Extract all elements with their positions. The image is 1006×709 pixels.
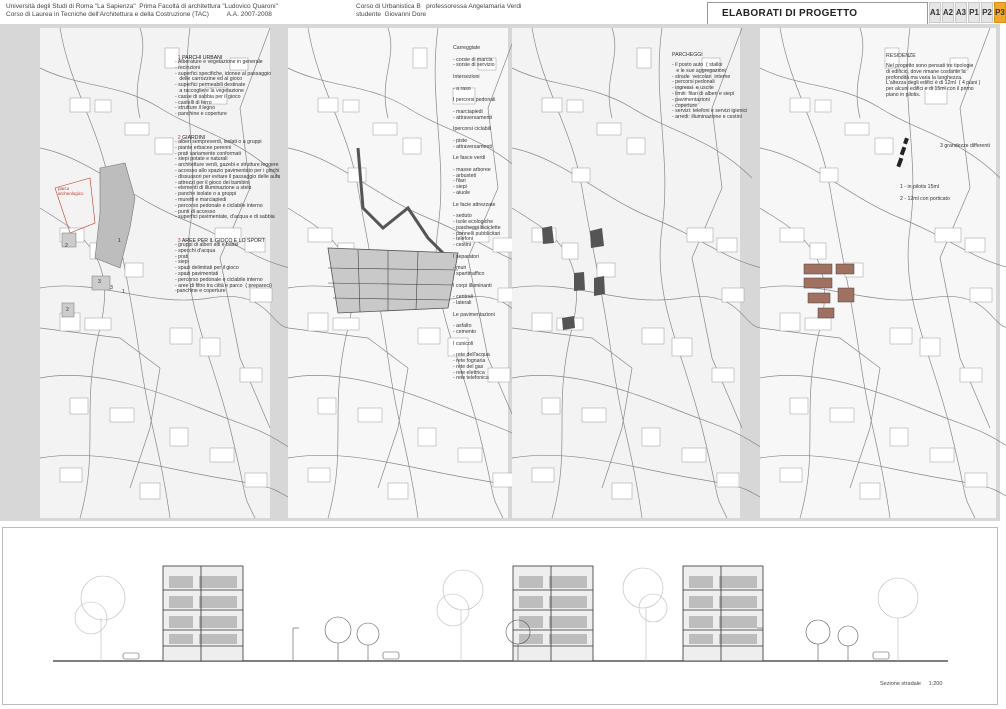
height-type-2: 2 - 12ml con porticato (900, 196, 950, 202)
panel-streets (288, 28, 508, 518)
map-mark: 2 (65, 243, 68, 249)
tab-p2[interactable]: P2 (981, 2, 993, 23)
building-elevation (163, 566, 243, 661)
section-caption (880, 681, 942, 687)
map-mark: 3 (110, 285, 113, 291)
section-scale: 1:200 (928, 681, 943, 687)
professor-line: Corso di Urbanistica B professoressa Angelamaria Verdi (356, 3, 522, 10)
section-title: AREE PER IL GIOCO E LO SPORT (181, 237, 265, 244)
header (0, 0, 1005, 24)
sizes-legend: 3 grandezze differenti (940, 143, 990, 149)
residences-description: Nel progetto sono pensati tre tipologie di edificio, dove rimane costante la profondità ma varia la lunghezza. L'altezza degli edifici è di 12ml ( 4 piani ) per alcuni edifici e di 15ml con il primo piano in pilotis. (886, 63, 981, 98)
parking-list: - il posto auto ( stalloi e le sue aggregazioni - strade veicolari interne - percorsi pedonali - ingressi e uscite - limiti: filari di alberi e siepi - pavimentazioni - coperture - servizi: telefoni e servizi igienici - arredi: illuminazione e cestini (672, 62, 748, 121)
map-mark: 2 (66, 307, 69, 313)
map-mark: 1 (122, 289, 125, 295)
tab-a3[interactable]: A3 (955, 2, 967, 23)
course-line: Corso di Laurea in Tecniche dell'Architettura e della Costruzione (TAC) A.A. 2007-2008 (6, 11, 272, 18)
panel-residences (760, 28, 996, 518)
panel-parks (40, 28, 281, 518)
sport-list: - gruppi di alberi alti e bassi - specchi d'acqua - prati - siepi - spazi delimitati per il gioco - spazi pavimentati - percorso pedonale e ciclabile interno - aree di filtro tra città e parco ( prepareci) -panchine e coperture (175, 242, 272, 295)
section-number: 2 (177, 134, 181, 141)
parks-list: - Alberature e vegetazione in generale - recinzioni - superfici specifiche, idonee al passaggio delle carrozzine ed al gioco - superfici permeabili destinate a raccogliere la vegetazione - casse di sabbia per il gioco - castelli di ferro - strutture il legno - panchine e coperture (175, 59, 272, 118)
map-mark: 3 (98, 279, 101, 285)
map-mark: 1 (118, 238, 121, 244)
tab-p3[interactable]: P3 (994, 2, 1006, 23)
section-title: PARCHI URBANI (182, 54, 223, 61)
section-label: Sezione stradale (880, 681, 921, 687)
section-title: GIARDINI (182, 134, 206, 141)
street-section-drawing (3, 528, 997, 704)
streets-legend: Carreggiate - corsie di marcia - sorsie di servizio Intersezioni - a raso I percorsi pedonali - marciapiedi - attraversamenti Ipercorsi ciclabili - piste - attraversamenti Le fasce verdi - masse arboree - arbusteti - filari - siepi - aiuole Le facie attrezzate - seduto - isole ecologiche - parcheggi biciclette - pannelli pubblicitari - telefoni - cestini I separatori - muri - spartitraffico I corpi illuminanti - centrali - laterali Le pavimentazioni - asfalto - cemento I cunicoli - rete dell'acqua - rete fognaria - rete del gas - rete elettrica - rete telefonica (453, 45, 501, 382)
university-line: Università degli Studi di Roma "La Sapienza" Prima Facoltà di architettura "Ludovico Quaroni" (6, 3, 278, 10)
street-section-frame (2, 527, 998, 705)
sheet-tabs (928, 2, 1006, 23)
student-line: studente Giovanni Dore (356, 11, 427, 18)
section-number: 3 (177, 237, 181, 244)
building-sizes-icon (896, 138, 916, 168)
map-label-archaeological: parco archeologico (58, 186, 84, 196)
parking-title: PARCHEGGI (672, 52, 703, 58)
title-box (707, 2, 928, 25)
residences-title: RESIDENZE (886, 53, 916, 59)
tab-a1[interactable]: A1 (929, 2, 941, 23)
panel-parking (512, 28, 748, 518)
tab-a2[interactable]: A2 (942, 2, 954, 23)
height-type-1: 1 - in pilotis 15ml (900, 184, 939, 190)
tab-p1[interactable]: P1 (968, 2, 980, 23)
urban-map-4 (760, 28, 880, 518)
gardens-list: - alberi sempreverdi, isolati o a gruppi - piante erbacee perenni - prati variamente conformati - siepi potate e naturali - architetture verdi, gazebi e strutture leggere - accesso allo spazio pavimentato per i giochi - dissuasori per evitare il passaggio delle auto - attrezzi per il gioco dei bambini - elementi di illuminazione a stelo - panche isolate o a gruppi - muretti e marciapiedi - percorso pedonale e ciclabile interno - punti di accesso - superfici pavimentate, d'acqua e di sabbia (175, 139, 281, 221)
section-number: 1 (177, 54, 181, 61)
page-title: ELABORATI DI PROGETTO (722, 8, 858, 19)
